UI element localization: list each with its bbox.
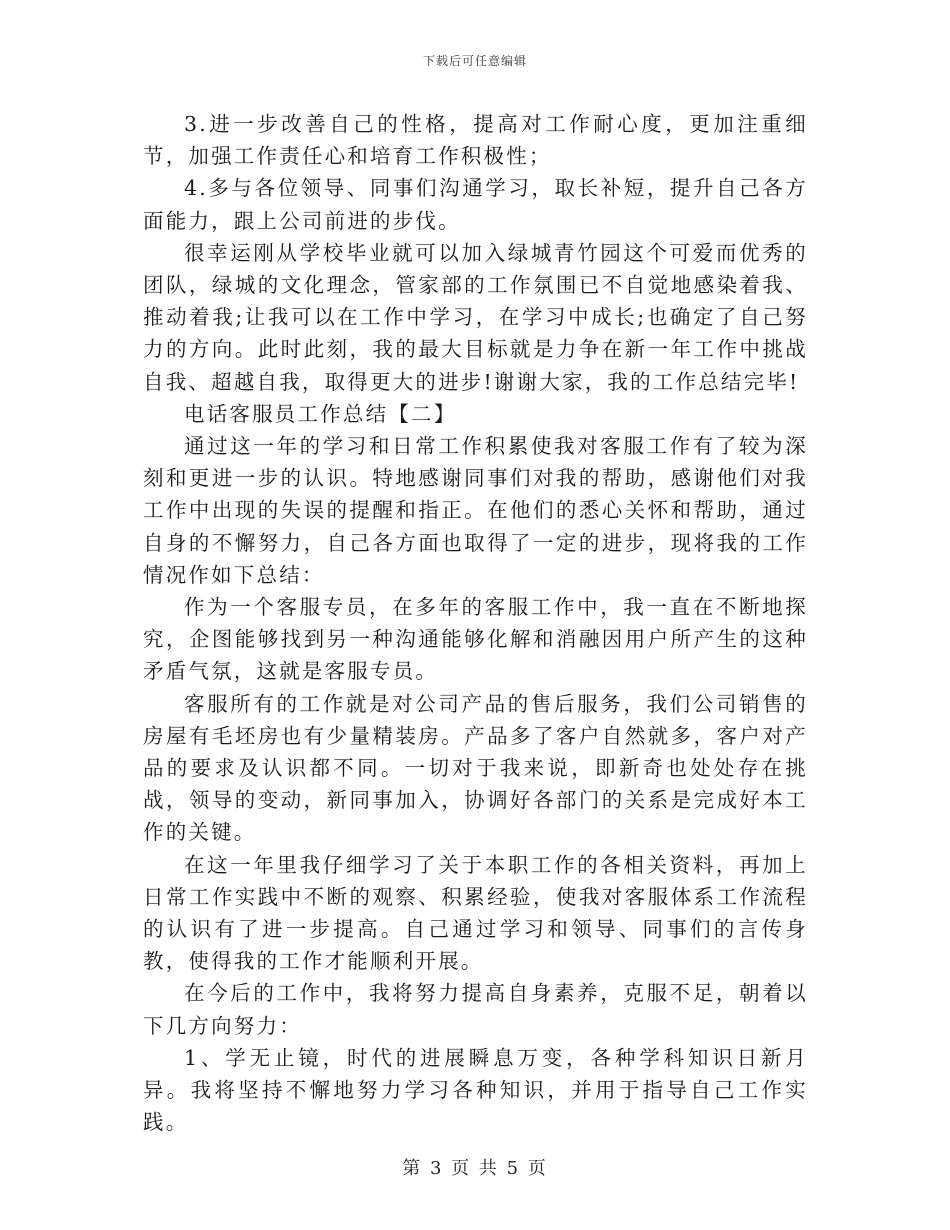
paragraph-endless-learning: 1、学无止镜，时代的进展瞬息万变，各种学科知识日新月异。我将坚持不懈地努力学习各种知识，并用于指导自己工作实践。 bbox=[143, 1045, 808, 1135]
paragraph-customer-service-specialist: 作为一个客服专员，在多年的客服工作中，我一直在不断地探究，企图能够找到另一种沟通能够化解和消融因用户所产生的这种矛盾气氛，这就是客服专员。 bbox=[143, 595, 808, 684]
document-body bbox=[143, 108, 808, 1139]
paragraph-communicate-learn: 4.多与各位领导、同事们沟通学习，取长补短，提升自己各方面能力，跟上公司前进的步伐。 bbox=[143, 176, 808, 233]
page-number-footer: 第 3 页 共 5 页 bbox=[402, 1158, 548, 1179]
paragraph-improve-character: 3.进一步改善自己的性格，提高对工作耐心度，更加注重细节，加强工作责任心和培育工作积极性； bbox=[143, 112, 808, 169]
section-heading-summary-two: 电话客服员工作总结【二】 bbox=[184, 401, 457, 426]
page-header-note: 下载后可任意编辑 bbox=[422, 54, 527, 68]
paragraph-future-work: 在今后的工作中，我将努力提高自身素养，克服不足，朝着以下几方向努力： bbox=[143, 981, 808, 1038]
paragraph-fortunate-join: 很幸运刚从学校毕业就可以加入绿城青竹园这个可爱而优秀的团队，绿城的文化理念，管家部的工作氛围已不自觉地感染着我、推动着我;让我可以在工作中学习，在学习中成长;也确定了自己努力的方向。此时此刻，我的最大目标就是力争在新一年工作中挑战自我、超越自我，取得更大的进步!谢谢大家，我的工作总结完毕! bbox=[143, 240, 808, 394]
paragraph-year-learning: 通过这一年的学习和日常工作积累使我对客服工作有了较为深刻和更进一步的认识。特地感谢同事们对我的帮助，感谢他们对我工作中出现的失误的提醒和指正。在他们的悉心关怀和帮助，通过自身的不懈努力，自己各方面也取得了一定的进步，现将我的工作情况作如下总结： bbox=[143, 434, 808, 587]
paragraph-after-sales-service: 客服所有的工作就是对公司产品的售后服务，我们公司销售的房屋有毛坯房也有少量精装房。产品多了客户自然就多，客户对产品的要求及认识都不同。一切对于我来说，即新奇也处处存在挑战，领导的变动，新同事加入，协调好各部门的关系是完成好本工作的关键。 bbox=[143, 691, 808, 845]
paragraph-study-materials: 在这一年里我仔细学习了关于本职工作的各相关资料，再加上日常工作实践中不断的观察、积累经验，使我对客服体系工作流程的认识有了进一步提高。自己通过学习和领导、同事们的言传身教，使得我的工作才能顺利开展。 bbox=[143, 852, 808, 974]
